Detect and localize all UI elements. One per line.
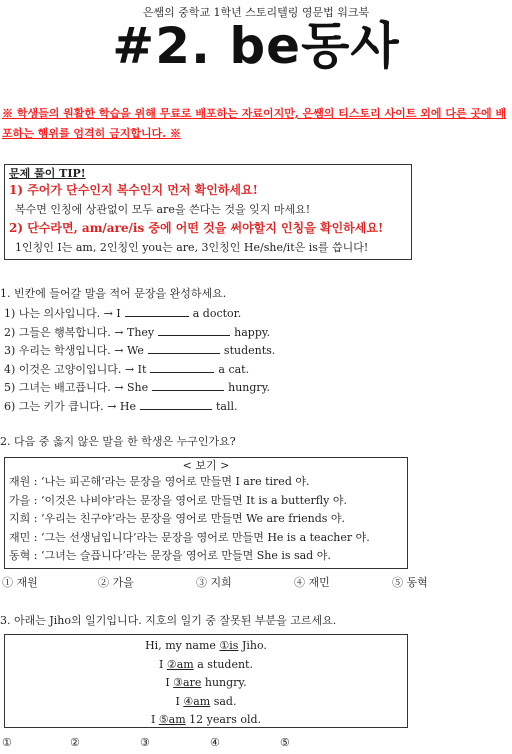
answer-choice[interactable]: ① [2,736,12,749]
diary-text: 12 years old. [185,713,262,726]
question-1-item [4,379,275,398]
answer-blank[interactable] [148,343,220,354]
item-ending: tall. [215,399,238,413]
student-statement: 재민 : ‘그는 선생님입니다’라는 문장을 영어로 만들면 He is a teacher 야. [9,530,370,544]
underlined-part: ②am [166,657,194,671]
page-title: #2. be동사 [112,17,400,75]
answer-choice[interactable]: ④ [210,736,220,749]
question-1-list [4,305,275,416]
underlined-part: ③are [173,676,202,689]
student-statement: 지희 : ‘우리는 친구야’라는 문장을 영어로 만들면 We are friends 야. [9,512,346,525]
student-statement: 동혁 : ‘그녀는 슬픕니다’라는 문장을 영어로 만들면 She is sad 야. [9,549,331,562]
item-prompt: 3) 우리는 학생입니다. → We [4,344,144,357]
item-ending: students. [223,344,276,357]
diary-text: I [175,694,184,708]
question-1-item [4,398,275,417]
underlined-part: ①is [219,639,239,652]
diary-text: I [159,657,167,671]
tip-line-2: 복수면 인칭에 상관없이 모두 are을 쓴다는 것을 잊지 마세요! [15,203,311,216]
item-prompt: 4) 이것은 고양이입니다. → It [4,362,147,376]
diary-text: a student. [193,657,253,671]
answer-choice[interactable]: ⑤ [280,736,290,749]
example-box [4,457,408,569]
answer-blank[interactable] [125,306,189,317]
answer-choice[interactable]: ① 재원 [2,576,38,589]
question-1-heading: 1. 빈칸에 들어갈 말을 적어 문장을 완성하세요. [0,287,227,300]
diary-box [4,634,408,728]
answer-choice[interactable]: ⑤ 동혁 [392,576,428,589]
diary-text: Jiho. [238,639,267,652]
answer-choice[interactable]: ③ 지희 [196,576,232,589]
question-3-heading: 3. 아래는 Jiho의 일기입니다. 지호의 일기 중 잘못된 부분을 고르세요. [0,614,337,627]
diary-text: I [165,676,174,689]
item-ending: a doctor. [192,307,242,320]
diary-line [9,711,403,730]
question-1-item [4,324,275,343]
student-statement: 가을 : ‘이것은 나비야’라는 문장을 영어로 만들면 It is a butterfly 야. [9,493,347,507]
item-ending: hungry. [228,381,270,394]
item-prompt: 5) 그녀는 배고픕니다. → She [4,381,149,394]
tip-line-3: 2) 단수라면, am/are/is 중에 어떤 것을 써야할지 인칭을 확인하세요! [9,221,384,235]
item-prompt: 2) 그들은 행복합니다. → They [4,325,155,339]
question-1-item [4,342,275,361]
answer-blank[interactable] [150,362,214,373]
item-prompt: 1) 나는 의사입니다. → I [4,307,121,320]
diary-text: Hi, my name [145,639,220,652]
item-ending: a cat. [218,362,250,376]
diary-line [9,637,403,656]
diary-text: I [150,713,159,726]
item-prompt: 6) 그는 키가 큽니다. → He [4,399,136,413]
answer-choice[interactable]: ② [70,736,80,749]
answer-choice[interactable]: ④ 재민 [294,576,330,589]
answer-choice[interactable]: ③ [140,736,150,749]
example-box-title: < 보기 > [182,459,230,472]
question-2-heading: 2. 다음 중 옳지 않은 말을 한 학생은 누구인가요? [0,435,236,448]
diary-line [9,656,403,675]
answer-blank[interactable] [152,380,224,391]
item-ending: happy. [234,325,271,339]
tip-line-4: 1인칭인 I는 am, 2인칭인 you는 are, 3인칭인 He/she/it은 is를 씁니다! [15,241,369,254]
question-1-item [4,361,275,380]
distribution-notice: ※ 학생들의 원활한 학습을 위해 무료로 배포하는 자료이지만, 은쌤의 티스토리 사이트 외에 다른 곳에 배포하는 행위를 엄격히 금지합니다. ※ [2,107,507,140]
tip-title: 문제 풀이 TIP! [9,167,86,180]
diary-text: sad. [210,694,237,708]
answer-choice[interactable]: ② 가을 [98,576,134,589]
diary-line [9,674,403,693]
student-statement: 재원 : ‘나는 피곤해’라는 문장을 영어로 만들면 I are tired 야. [9,475,310,488]
diary-text: hungry. [201,676,247,689]
tip-line-1: 1) 주어가 단수인지 복수인지 먼저 확인하세요! [9,183,258,197]
answer-blank[interactable] [158,325,230,336]
question-1-item [4,305,275,324]
diary-line [9,693,403,712]
answer-blank[interactable] [140,399,212,410]
underlined-part: ④am [183,694,211,708]
worksheet-subtitle: 은쌤의 중학교 1학년 스토리텔링 영문법 워크북 [142,6,370,19]
tip-box [4,164,412,260]
underlined-part: ⑤am [158,713,186,726]
